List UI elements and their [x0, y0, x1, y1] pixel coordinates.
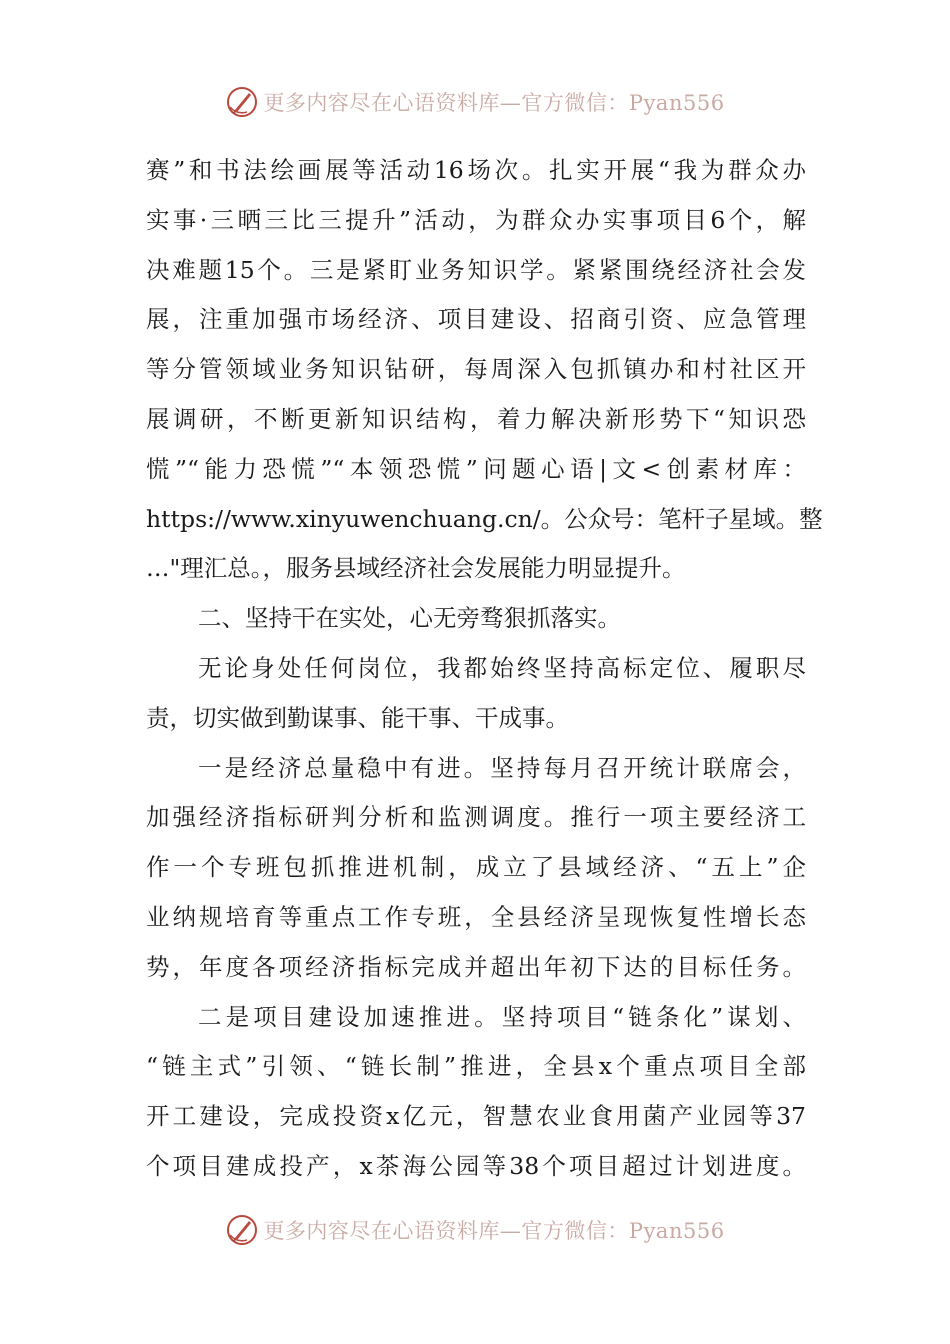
- text-line: 作一个专班包抓推进机制，成立了县域经济、“五上”企: [146, 853, 806, 882]
- banner-text: 更多内容尽在心语资料库—官方微信：Pyan556: [263, 91, 725, 115]
- text-line: 业纳规培育等重点工作专班，全县经济呈现恢复性增长态: [146, 902, 806, 931]
- text-line: 赛”和书法绘画展等活动16场次。扎实开展“我为群众办: [146, 156, 806, 184]
- footer-banner: [0, 1210, 950, 1250]
- text-line: 开工建设，完成投资x亿元，智慧农业食用菌产业园等37: [146, 1102, 806, 1131]
- text-line: 慌”“能力恐慌”“本领恐慌”问题心语|文<创素材库：: [146, 454, 806, 483]
- document-body: [146, 146, 823, 1192]
- text-line: 二是项目建设加速推进。坚持项目“链条化”谋划、: [198, 1002, 806, 1031]
- text-line: https://www.xinyuwenchuang.cn/。公众号：笔杆子星域。整: [146, 504, 823, 533]
- text-line: 无论身处任何岗位，我都始终坚持高标定位、履职尽: [198, 653, 806, 682]
- text-line: 责，切实做到勤谋事、能干事、干成事。: [146, 703, 569, 732]
- text-line: 一是经济总量稳中有进。坚持每月召开统计联席会，: [198, 753, 806, 782]
- text-line: 实事·三晒三比三提升”活动，为群众办实事项目6个，解: [146, 205, 806, 234]
- quill-pen-circle-icon: [225, 85, 259, 119]
- text-line: 展，注重加强市场经济、项目建设、招商引资、应急管理: [146, 305, 806, 334]
- text-line: 等分管领域业务知识钻研，每周深入包抓镇办和村社区开: [146, 355, 806, 384]
- text-line: 个项目建成投产，x茶海公园等38个项目超过计划进度。: [146, 1151, 806, 1180]
- text-line: 加强经济指标研判分析和监测调度。推行一项主要经济工: [146, 803, 806, 832]
- quill-pen-circle-icon: [225, 1213, 259, 1247]
- header-banner: [0, 82, 950, 122]
- text-line: …"理汇总。，服务县域经济社会发展能力明显提升。: [146, 554, 686, 583]
- text-line: 势，年度各项经济指标完成并超出年初下达的目标任务。: [146, 952, 806, 981]
- text-line: 展调研，不断更新知识结构，着力解决新形势下“知识恐: [146, 404, 806, 433]
- banner-text: 更多内容尽在心语资料库—官方微信：Pyan556: [263, 1219, 725, 1243]
- text-line: 决难题15个。三是紧盯业务知识学。紧紧围绕经济社会发: [146, 255, 806, 284]
- text-line: 二、坚持干在实处，心无旁骛狠抓落实。: [198, 604, 621, 633]
- text-line: “链主式”引领、“链长制”推进，全县x个重点项目全部: [146, 1052, 806, 1081]
